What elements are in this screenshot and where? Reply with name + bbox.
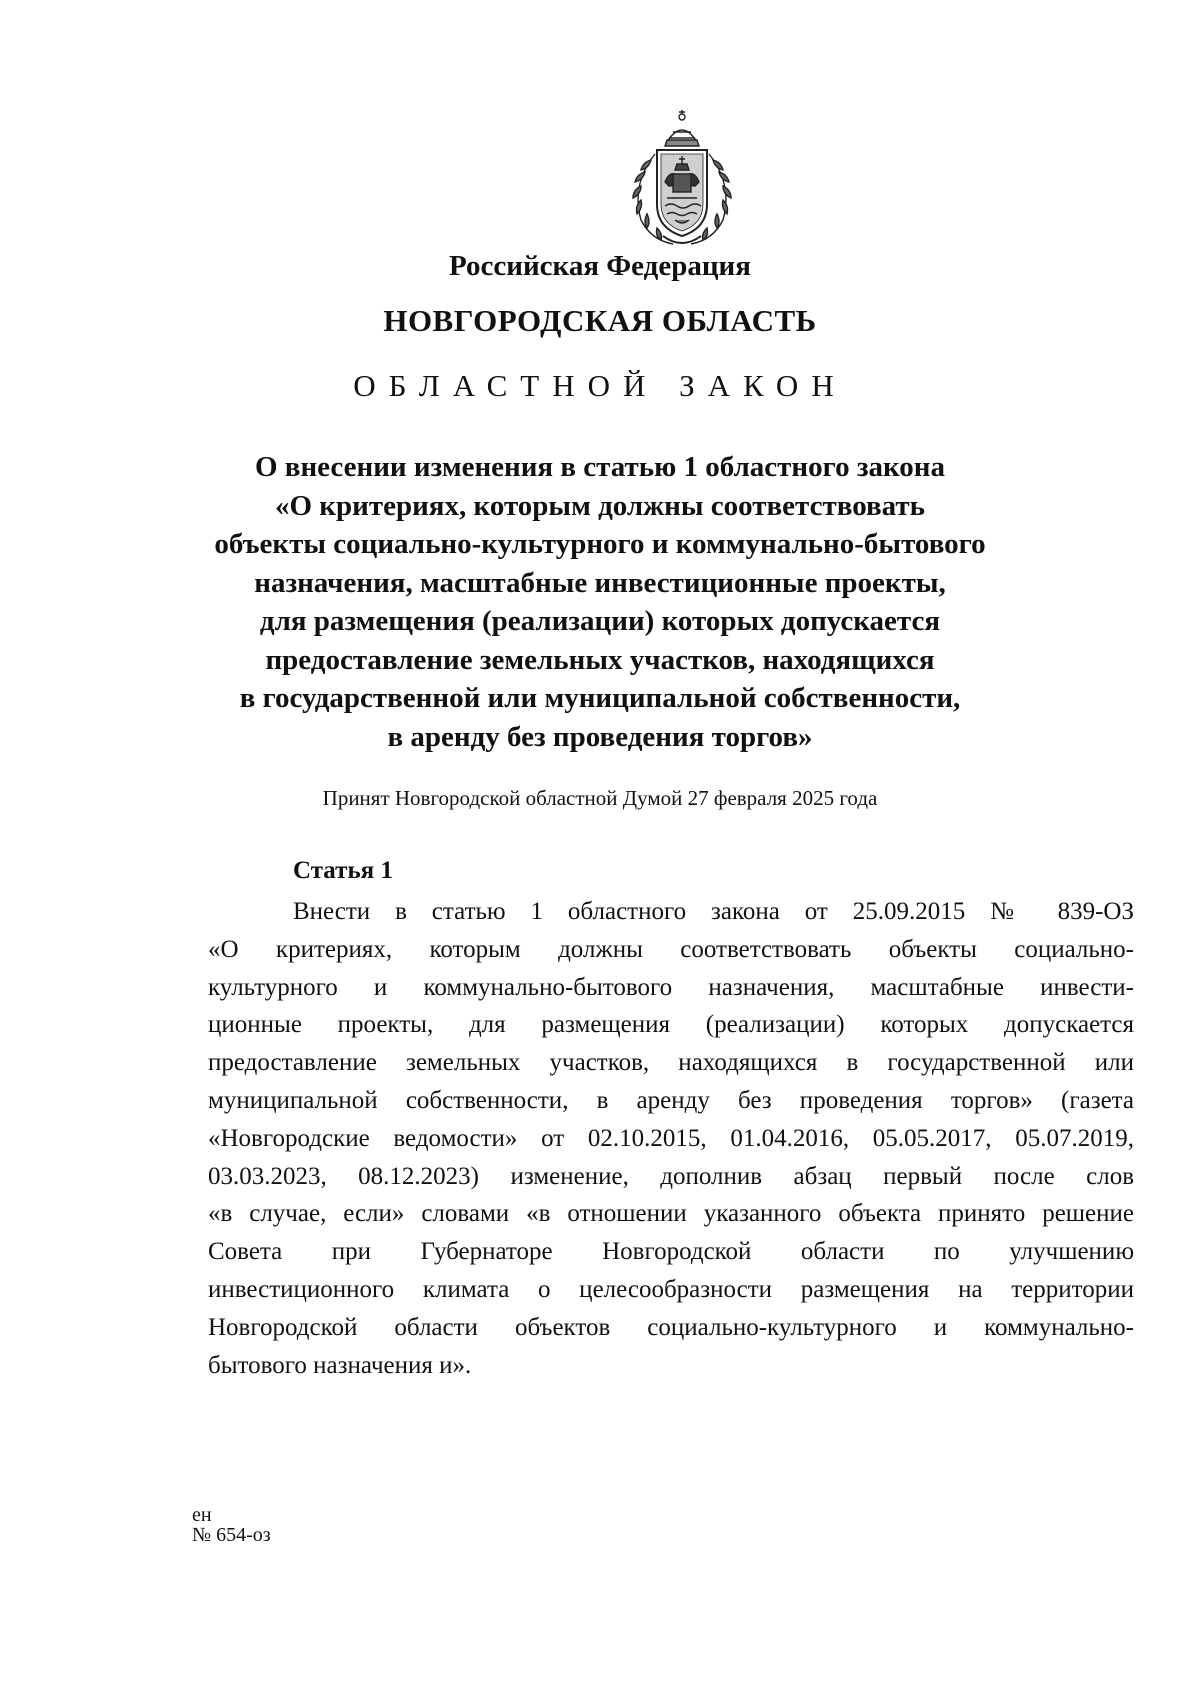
law-title-line: О внесении изменения в статью 1 областного закона — [254, 451, 946, 483]
article-body-line: «О критериях, которым должны соответствовать объекты социально- — [208, 935, 1134, 963]
article-body-line: ционные проекты, для размещения (реализации) которых допускается — [208, 1011, 1134, 1039]
article-body-line: «в случае, если» словами «в отношении указанного объекта принято решение — [208, 1200, 1134, 1228]
law-title-line: предоставление земельных участков, находящихся — [265, 643, 935, 676]
coat-of-arms-icon — [617, 104, 747, 252]
law-title-line: в государственной или муниципальной собственности, — [239, 682, 961, 714]
article-body-line: «Новгородские ведомости» от 02.10.2015, 01.04.2016, 05.05.2017, 05.07.2019, — [208, 1124, 1134, 1152]
law-title-line: «О критериях, которым должны соответствовать — [275, 489, 925, 522]
article-body-line: предоставление земельных участков, находящихся в государственной или — [208, 1049, 1134, 1077]
law-type: ОБЛАСТНОЙ ЗАКОН — [353, 368, 847, 403]
crown-icon — [665, 110, 699, 146]
article-heading: Статья 1 — [293, 857, 393, 884]
article-body — [208, 893, 1134, 1384]
law-title — [0, 448, 1200, 756]
article-body-line: 03.03.2023, 08.12.2023) изменение, дополнив абзац первый после слов — [208, 1162, 1134, 1190]
law-title-line: назначения, масштабные инвестиционные проекты, — [254, 566, 946, 599]
article-body-line: Новгородской области объектов социально-культурного и коммунально- — [208, 1313, 1134, 1341]
document-footer — [192, 1505, 271, 1545]
article-body-line: муниципальной собственности, в аренду без проведения торгов» (газета — [208, 1086, 1134, 1114]
footer-law-number: № 654-оз — [192, 1524, 271, 1546]
law-title-line: в аренду без проведения торгов» — [387, 720, 813, 753]
article-body-line: Внести в статью 1 областного закона от 25.09.2015 № 839-ОЗ — [293, 898, 1134, 925]
article-body-line: бытового назначения и». — [208, 1351, 472, 1379]
article-body-line: культурного и коммунально-бытового назначения, масштабные инвести- — [208, 973, 1134, 1001]
law-title-line: для размещения (реализации) которых допускается — [259, 605, 941, 637]
law-title-line: объекты социально-культурного и коммунально-бытового — [214, 528, 986, 560]
adoption-note: Принят Новгородской областной Думой 27 февраля 2025 года — [322, 786, 878, 810]
footer-initials: ен — [192, 1504, 212, 1526]
article-body-line: Совета при Губернаторе Новгородской области по улучшению — [208, 1238, 1134, 1266]
country-name: Российская Федерация — [449, 250, 751, 282]
article-body-line: инвестиционного климата о целесообразности размещения на территории — [208, 1275, 1134, 1303]
region-name: НОВГОРОДСКАЯ ОБЛАСТЬ — [383, 303, 817, 338]
shield-icon — [657, 150, 707, 236]
